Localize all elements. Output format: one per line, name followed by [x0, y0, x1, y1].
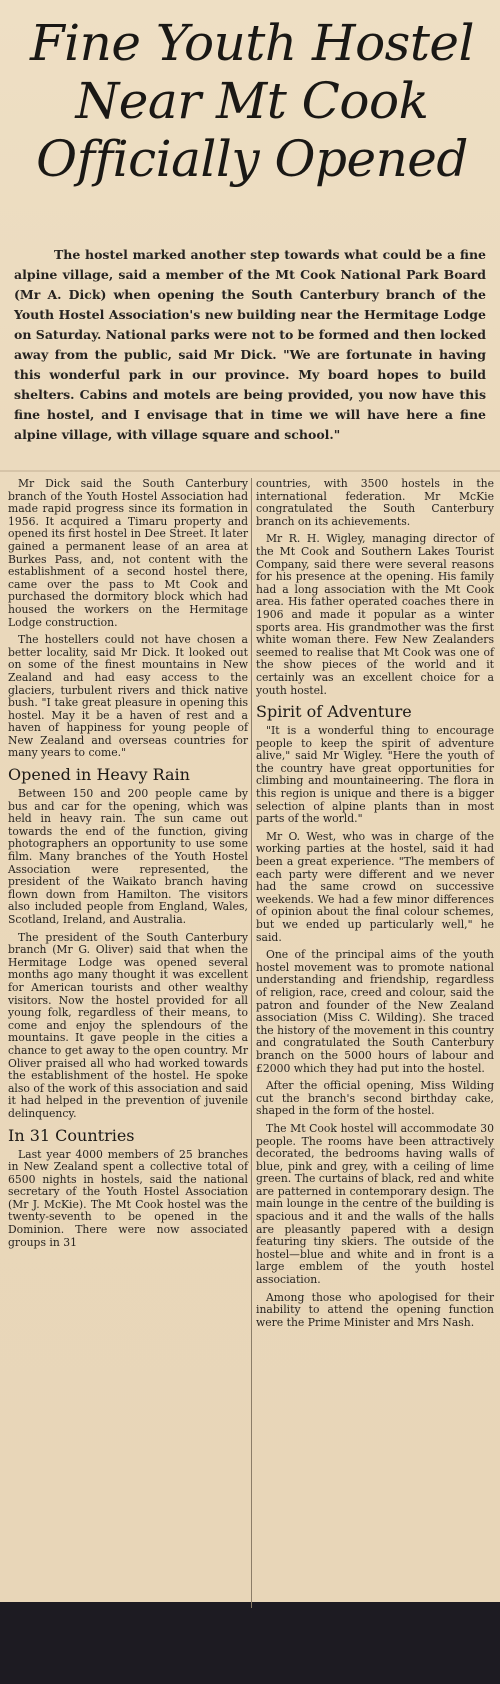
right-paragraph-5: One of the principal aims of the youth hostel movement was to promote national understanding and friendship, regardless of religion, race, creed and colour, said the patron and founder of the New Zealand association (Miss C. Wilding). She traced the history of the movement in this country and congratulated the South Canterbury branch on the 5000 hours of labour and £2000 which they had put into the hostel. [256, 948, 494, 1075]
subhead-spirit-of-adventure: Spirit of Adventure [256, 702, 412, 722]
paper-fold [0, 470, 500, 472]
right-paragraph-2: Mr R. H. Wigley, managing director of the Mt Cook and Southern Lakes Tourist Company, said there were several reasons for his presence at the opening. His family had a long association with the Mt Cook area. His father operated coaches there in 1906 and made it popular as a winter sports area. His grandmother was the first white woman there. Few New Zealanders seemed to realise that Mt Cook was one of the show pieces of the world and it certainly was an excellent choice for a youth hostel. [256, 532, 494, 697]
dark-background [0, 1602, 500, 1684]
left-paragraph-1: Mr Dick said the South Canterbury branch of the Youth Hostel Association had made rapid progress since its formation in 1956. It acquired a Timaru property and opened its first hostel in Dee Street. It later gained a permanent lease of an area at Burkes Pass, and, not content with the establishment of a second hostel there, came over the pass to Mt Cook and purchased the dormitory block which had housed the workers on the Hermitage Lodge construction. [8, 477, 248, 629]
right-paragraph-7: The Mt Cook hostel will accommodate 30 people. The rooms have been attractively decorated, the bedrooms having walls of blue, pink and grey, with a ceiling of lime green. The curtains of black, red and white are patterned in contemporary design. The main lounge in the centre of the building is spacious and it and the walls of the halls are pleasantly papered with a design featuring tiny skiers. The outside of the hostel—blue and white and in front is a large emblem of the youth hostel association. [256, 1121, 494, 1287]
right-paragraph-3: "It is a wonderful thing to encourage people to keep the spirit of adventure alive," said Mr Wigley. "Here the youth of the country have great opportunities for climbing and mountaineering. The flora in this region is unique and there is a bigger selection of alpine plants than in most parts of the world." [256, 724, 494, 826]
column-rule [251, 478, 252, 1608]
right-paragraph-1: countries, with 3500 hostels in the international federation. Mr McKie congratulated the South Canterbury branch on its achievements. [256, 477, 494, 528]
headline-line-3: Officially Opened [36, 130, 468, 188]
lede-paragraph: The hostel marked another step towards what could be a fine alpine village, said a member of the Mt Cook National Park Board (Mr A. Dick) when opening the South Canterbury branch of the Youth Hostel Association's new building near the Hermitage Lodge on Saturday. National parks were not to be formed and then locked away from the public, said Mr Dick. "We are fortunate in having this wonderful park in our province. My board hopes to build shelters. Cabins and motels are being provided, you now have this fine hostel, and I envisage that in time we will have here a fine alpine village, with village square and school." [14, 246, 486, 442]
headline-line-2: Near Mt Cook [75, 72, 429, 130]
right-paragraph-4: Mr O. West, who was in charge of the working parties at the hostel, said it had been a great experience. "The members of each party were different and we never had the same crowd on successive weekends. We had a few minor differences of opinion about the final colour schemes, but we ended up particularly well," he said. [256, 829, 494, 944]
left-paragraph-2: The hostellers could not have chosen a better locality, said Mr Dick. It looked out on some of the finest mountains in New Zealand and had easy access to the glaciers, turbulent rivers and thick native bush. "I take great pleasure in opening this hostel. May it be a haven of rest and a haven of happiness for young people of New Zealand and overseas countries for many years to come." [8, 633, 248, 760]
subhead-in-31-countries: In 31 Countries [8, 1125, 135, 1145]
subhead-opened-in-heavy-rain: Opened in Heavy Rain [8, 765, 190, 785]
right-paragraph-8: Among those who apologised for their inability to attend the opening function were the Prime Minister and Mrs Nash. [256, 1290, 494, 1329]
headline-line-1: Fine Youth Hostel [29, 14, 475, 72]
right-paragraph-6: After the official opening, Miss Wilding cut the branch's second birthday cake, shaped in the form of the hostel. [256, 1079, 494, 1118]
left-paragraph-4: The president of the South Canterbury branch (Mr G. Oliver) said that when the Hermitage Lodge was opened several months ago many thought it was excellent for American tourists and other wealthy visitors. Now the hostel provided for all young folk, regardless of their means, to come and enjoy the splendours of the mountains. It gave people in the cities a chance to get away to the open country. Mr Oliver praised all who had worked towards the establishment of the hostel. He spoke also of the work of this association and said it had helped in the prevention of juvenile delinquency. [8, 930, 248, 1120]
left-column [8, 478, 248, 1254]
left-paragraph-5: Last year 4000 members of 25 branches in New Zealand spent a collective total of 6500 nights in hostels, said the national secretary of the Youth Hostel Association (Mr J. McKie). The Mt Cook hostel was the twenty-seventh to be opened in the Dominion. There were now associated groups in 31 [8, 1147, 248, 1249]
right-column [256, 478, 494, 1334]
headline [12, 14, 492, 188]
left-paragraph-3: Between 150 and 200 people came by bus and car for the opening, which was held in heavy rain. The sun came out towards the end of the function, giving photographers an opportunity to use some film. Many branches of the Youth Hostel Association were represented, the president of the Waikato branch having flown down from Hamilton. The visitors also included people from England, Wales, Scotland, Ireland, and Australia. [8, 787, 248, 926]
